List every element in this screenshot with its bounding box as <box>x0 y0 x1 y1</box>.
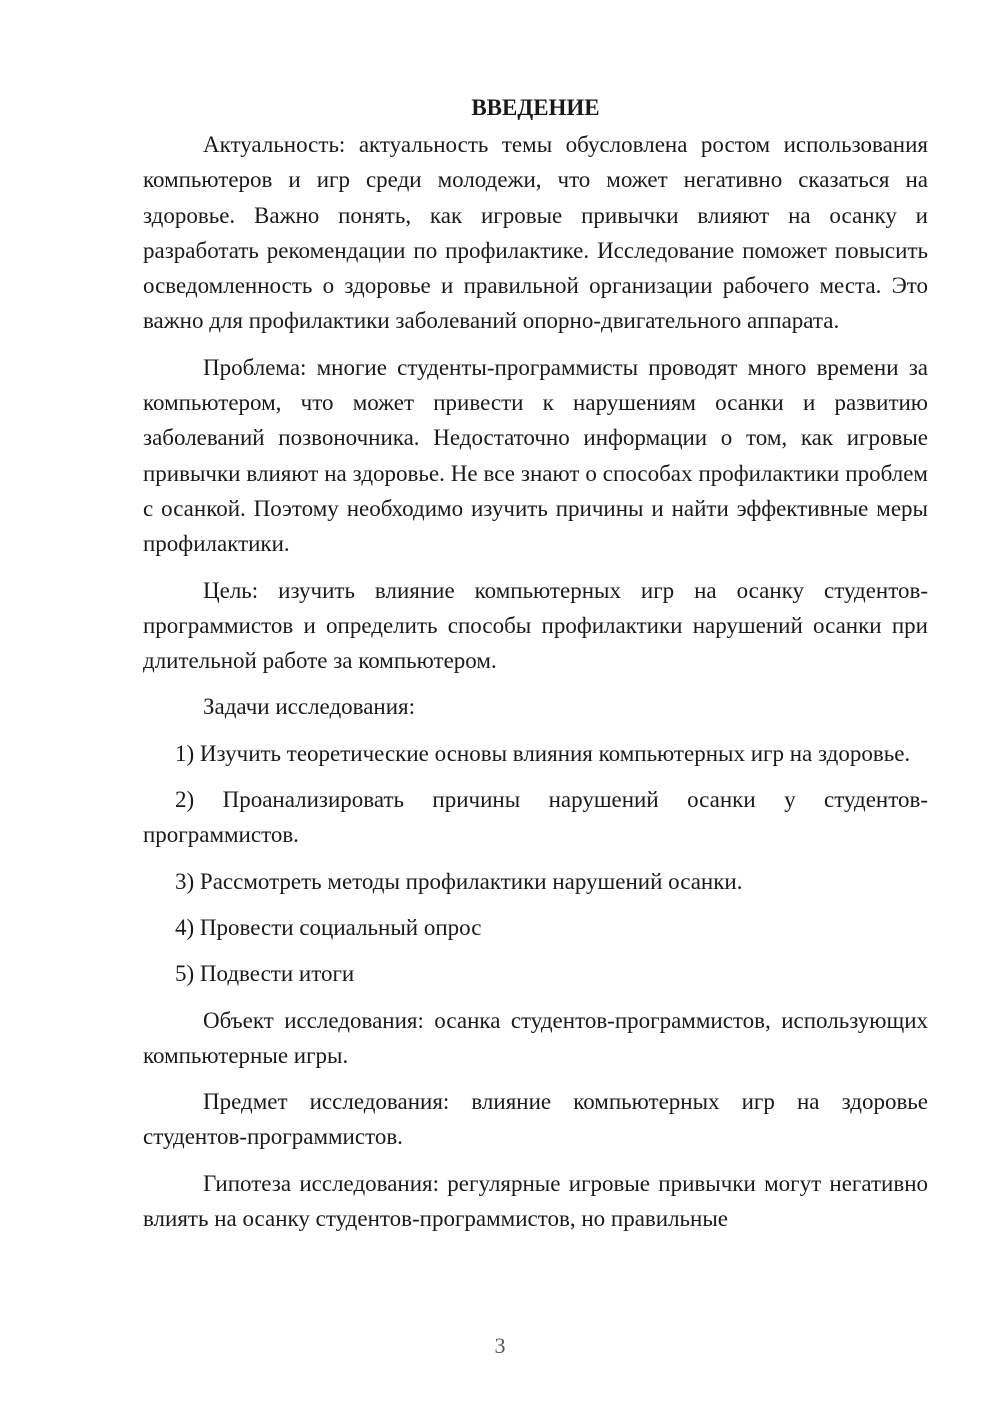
page-number: 3 <box>494 1333 506 1358</box>
paragraph-relevance: Актуальность: актуальность темы обусловлена ростом использования компьютеров и игр среди молодежи, что может негативно сказаться на здоровье. Важно понять, как игровые привычки влияют на осанку и разработать рекомендации по профилактике. Исследование поможет повысить осведомленность о здоровье и правильной организации рабочего места. Это важно для профилактики заболеваний опорно-двигательного аппарата. <box>143 132 928 334</box>
paragraph-object: Объект исследования: осанка студентов-программистов, использующих компьютерные игры. <box>143 1007 928 1068</box>
paragraph-hypothesis: Гипотеза исследования: регулярные игровые привычки могут негативно влиять на осанку студентов-программистов, но правильные <box>143 1170 928 1232</box>
paragraph-subject: Предмет исследования: влияние компьютерных игр на здоровье студентов-программистов. <box>143 1089 928 1150</box>
paragraph-goal: Цель: изучить влияние компьютерных игр на осанку студентов-программистов и определить способы профилактики нарушений осанки при длительной работе за компьютером. <box>143 577 928 674</box>
paragraph-tasks-heading: Задачи исследования: <box>203 694 416 720</box>
page-title: ВВЕДЕНИЕ <box>471 95 600 120</box>
task-item-3: 3) Рассмотреть методы профилактики нарушений осанки. <box>175 868 743 894</box>
task-item-5: 5) Подвести итоги <box>175 961 355 987</box>
document-page <box>143 90 928 1247</box>
task-item-2: 2) Проанализировать причины нарушений осанки у студентов-программистов. <box>143 787 928 848</box>
task-item-1: 1) Изучить теоретические основы влияния компьютерных игр на здоровье. <box>175 740 911 766</box>
task-item-4: 4) Провести социальный опрос <box>175 914 482 940</box>
paragraph-problem: Проблема: многие студенты-программисты проводят много времени за компьютером, что может привести к нарушениям осанки и развитию заболеваний позвоночника. Недостаточно информации о том, как игровые привычки влияют на здоровье. Не все знают о способах профилактики проблем с осанкой. Поэтому необходимо изучить причины и найти эффективные меры профилактики. <box>143 354 928 557</box>
